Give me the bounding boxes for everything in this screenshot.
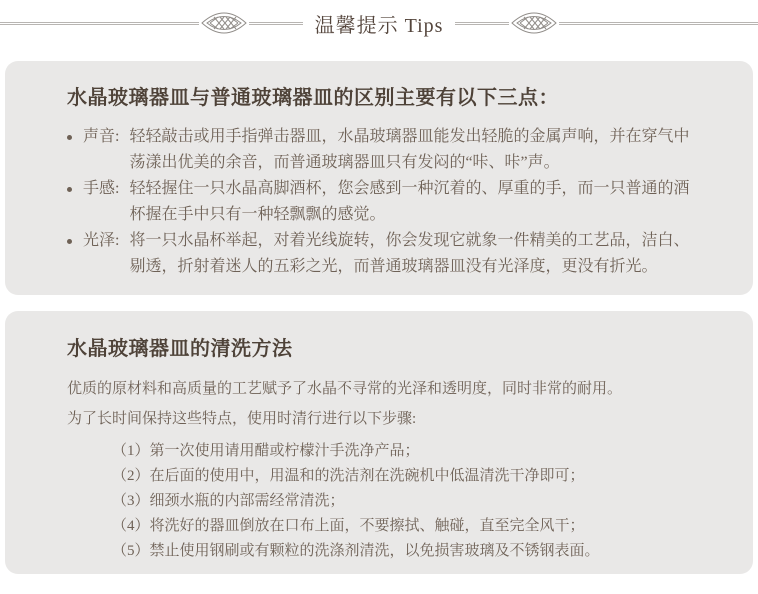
- header-rule-right-inner: [455, 22, 509, 25]
- bullet-dot-icon: [67, 124, 83, 176]
- tip-item-text: 轻轻敲击或用手指弹击器皿，水晶玻璃器皿能发出轻脆的金属声响，并在穿气中荡漾出优美的余音，而普通玻璃器皿只有发闷的“咔、咔”声。: [129, 128, 690, 171]
- header-rule-left-outer: [0, 22, 199, 25]
- ornament-right-icon: [511, 11, 557, 35]
- tip-item-touch: [67, 176, 698, 228]
- cleaning-step: （1）第一次使用请用醋或柠檬汁手洗净产品；: [112, 443, 420, 459]
- tip-item-label: 光泽:: [83, 232, 120, 249]
- tip-item-label: 声音:: [83, 128, 120, 145]
- cleaning-intro: [67, 374, 698, 434]
- cleaning-intro-line: 为了长时间保持这些特点，使用时清行进行以下步骤:: [67, 411, 417, 427]
- difference-tips-card: [5, 61, 753, 295]
- header-rule-right-outer: [559, 22, 758, 25]
- header-rule-left-inner: [249, 22, 303, 25]
- tip-item-text: 轻轻握住一只水晶高脚酒杯，您会感到一种沉着的、厚重的手，而一只普通的酒杯握在手中只有一种轻飘飘的感觉。: [129, 180, 690, 223]
- difference-card-title: 水晶玻璃器皿与普通玻璃器皿的区别主要有以下三点：: [67, 87, 559, 109]
- tip-item-luster: [67, 228, 698, 280]
- cleaning-intro-line: 优质的原材料和高质量的工艺赋予了水晶不寻常的光泽和透明度，同时非常的耐用。: [67, 381, 623, 397]
- bullet-dot-icon: [67, 176, 83, 228]
- tip-item-sound: [67, 124, 698, 176]
- tip-item-text: 将一只水晶杯举起，对着光线旋转，你会发现它就象一件精美的工艺品，洁白、剔透，折射着迷人的五彩之光，而普通玻璃器皿没有光泽度，更没有折光。: [129, 232, 690, 275]
- difference-bullet-list: [67, 124, 698, 280]
- cleaning-step: （4）将洗好的器皿倒放在口布上面，不要擦拭、触碰，直至完全风干；: [112, 518, 585, 534]
- ornament-left-icon: [201, 11, 247, 35]
- cleaning-step-list: [67, 439, 698, 564]
- cleaning-step: （3）细颈水瓶的内部需经常清洗；: [112, 493, 345, 509]
- bullet-dot-icon: [67, 228, 83, 280]
- cleaning-card-title: 水晶玻璃器皿的清洗方法: [67, 338, 293, 360]
- cleaning-method-card: [5, 311, 753, 574]
- cleaning-step: （5）禁止使用钢刷或有颗粒的洗涤剂清洗，以免损害玻璃及不锈钢表面。: [112, 543, 600, 559]
- section-title: 温馨提示 Tips: [314, 14, 444, 37]
- cleaning-step: （2）在后面的使用中，用温和的洗洁剂在洗碗机中低温清洗干净即可；: [112, 468, 585, 484]
- tip-item-label: 手感:: [83, 180, 120, 197]
- section-header: [0, 0, 758, 44]
